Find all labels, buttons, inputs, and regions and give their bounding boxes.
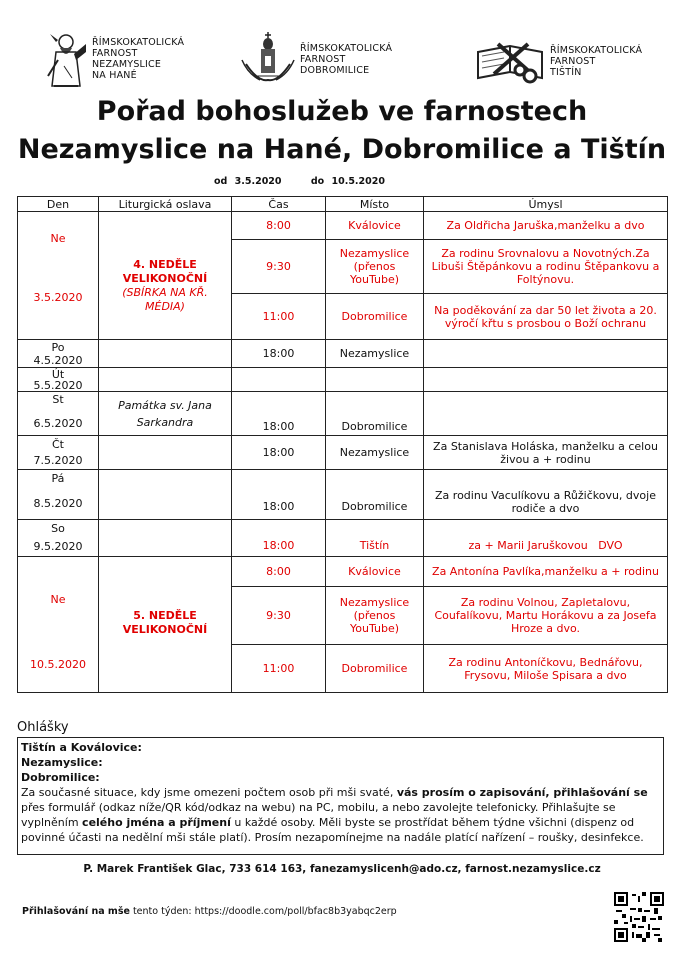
registration-label: Přihlašování na mše [22, 906, 130, 917]
time-cell: 11:00 [232, 294, 326, 340]
logo-tistin [474, 38, 642, 84]
place-cell: Kválovice [326, 557, 424, 587]
time-cell: 18:00 [232, 392, 326, 436]
time-cell: 18:00 [232, 470, 326, 520]
day-date: 6.5.2020 [33, 417, 83, 430]
registration-link[interactable]: tento týden: https://doodle.com/poll/bfac8b3yabqc2erp [129, 906, 397, 917]
parish-label-tistin: Tištín a Koválovice: [21, 741, 142, 754]
header-time: Čas [232, 197, 326, 212]
registration-line [22, 906, 397, 917]
date-range [214, 176, 389, 187]
parish-label-nezamyslice: Nezamyslice: [21, 756, 103, 769]
day-cell [18, 470, 99, 520]
time-cell: 11:00 [232, 645, 326, 693]
logo-line: ŘÍMSKOKATOLICKÁ [300, 42, 393, 54]
celebration-cell: Památka sv. Jana Sarkandra [99, 392, 232, 436]
qr-code-icon[interactable] [614, 892, 664, 942]
celebration-cell [99, 340, 232, 368]
intention-cell: Za Stanislava Holáska, manželku a celou živou a + rodinu [424, 436, 668, 470]
day-cell [18, 340, 99, 368]
table-row [18, 470, 668, 520]
schedule-table [17, 196, 668, 693]
celebration-cell [99, 557, 232, 693]
day-cell [18, 392, 99, 436]
celebration-rest: (SBÍRKA NA KŘ. MÉDIA) [122, 286, 208, 313]
place-cell: Dobromilice [326, 470, 424, 520]
time-cell: 9:30 [232, 587, 326, 645]
logo-row [0, 30, 684, 88]
to-date: 10.5.2020 [331, 176, 385, 187]
header-place: Místo [326, 197, 424, 212]
logo-dobromilice [240, 30, 392, 88]
place-cell: Kválovice [326, 212, 424, 240]
day-name: Čt [52, 437, 64, 451]
time-cell: 18:00 [232, 436, 326, 470]
table-row [18, 340, 668, 368]
day-date: 4.5.2020 [33, 353, 83, 367]
intention-cell [424, 340, 668, 368]
celebration-text [101, 258, 229, 314]
day-name: So [51, 522, 65, 535]
intention-cell [424, 368, 668, 392]
logo-nezamyslice [44, 30, 184, 88]
logo-line: FARNOST [92, 48, 138, 59]
logo-line: DOBROMILICE [300, 64, 370, 76]
table-row [18, 557, 668, 587]
day-date: 3.5.2020 [33, 291, 83, 304]
table-row [18, 368, 668, 392]
day-name: Pá [51, 472, 65, 485]
text-part: Za současné situace, kdy jsme omezeni počtem osob při mši svaté, [21, 786, 397, 799]
book-keys-icon [474, 38, 546, 84]
place-cell [326, 368, 424, 392]
table-row [18, 392, 668, 436]
logo-line: FARNOST [550, 55, 596, 67]
logo-line: ŘÍMSKOKATOLICKÁ [550, 44, 643, 56]
day-name: St [52, 393, 64, 406]
intention-cell: Za Oldřicha Jaruška,manželku a dvo [424, 212, 668, 240]
saint-figure-icon [44, 30, 88, 88]
logo-line: NA HANÉ [92, 70, 137, 81]
table-header-row [18, 197, 668, 212]
from-date: 3.5.2020 [234, 176, 282, 187]
text-part: přes formulář (odkaz níže/QR kód/odkaz na webu) na PC, mobilu, a nebo zavolejte telefonicky. Přihlašujte se vyplněním [21, 801, 616, 829]
day-name: Ne [50, 593, 66, 606]
place-cell: Dobromilice [326, 392, 424, 436]
table-row [18, 436, 668, 470]
day-cell [18, 436, 99, 470]
place-cell: Dobromilice [326, 294, 424, 340]
celebration-cell [99, 212, 232, 340]
intention-cell: Za rodinu Antoníčkovu, Bednářovu, Frysovu, Miloše Spisara a dvo [424, 645, 668, 693]
day-date: 7.5.2020 [33, 453, 83, 467]
intention-cell: za + Marii Jaruškovou DVO [424, 520, 668, 557]
day-name: Út [51, 367, 65, 381]
from-label: od [214, 176, 228, 187]
place-cell: Nezamyslice (přenos YouTube) [326, 587, 424, 645]
celebration-cell [99, 470, 232, 520]
announcements-heading: Ohlášky [17, 720, 69, 735]
day-cell [18, 368, 99, 392]
time-cell: 18:00 [232, 340, 326, 368]
logo-line: FARNOST [300, 53, 346, 65]
time-cell: 8:00 [232, 212, 326, 240]
day-date: 9.5.2020 [33, 540, 83, 553]
celebration-cell [99, 436, 232, 470]
intention-cell: Za Antonína Pavlíka,manželku a + rodinu [424, 557, 668, 587]
day-cell-sunday1 [18, 212, 99, 340]
intention-cell: Na poděkování za dar 50 let života a 20. výročí křtu s prosbou o Boží ochranu [424, 294, 668, 340]
time-cell: 18:00 [232, 520, 326, 557]
day-cell-sunday2 [18, 557, 99, 693]
logo-text-tistin [550, 45, 642, 78]
church-icon [240, 30, 296, 88]
logo-line: ŘÍMSKOKATOLICKÁ [92, 37, 185, 48]
place-cell: Tištín [326, 520, 424, 557]
celebration-bold: 4. NEDĚLE VELIKONOČNÍ [122, 258, 208, 285]
intention-cell [424, 392, 668, 436]
header-day: Den [18, 197, 99, 212]
day-name: Ne [50, 232, 66, 245]
table-row [18, 212, 668, 240]
text-bold-part: celého jména a příjmení [82, 816, 231, 829]
logo-text-dobromilice [300, 43, 392, 76]
celebration-cell [99, 368, 232, 392]
celebration-cell [99, 520, 232, 557]
logo-line: TIŠTÍN [550, 66, 582, 78]
table-row [18, 520, 668, 557]
day-cell [18, 520, 99, 557]
place-cell: Nezamyslice [326, 340, 424, 368]
time-cell: 9:30 [232, 240, 326, 294]
intention-cell: Za rodinu Srovnalovu a Novotných.Za Libuši Štěpánkovu a rodinu Štěpankovu a Foltýnovu. [424, 240, 668, 294]
page-title: Pořad bohoslužeb ve farnostech [96, 96, 588, 127]
announcement-paragraph [21, 785, 660, 845]
intention-cell: Za rodinu Vaculíkovu a Růžičkovu, dvoje rodiče a dvo [424, 470, 668, 520]
announcements-box [17, 737, 664, 855]
place-cell: Nezamyslice [326, 436, 424, 470]
header-celebration: Liturgická oslava [99, 197, 232, 212]
logo-line: NEZAMYSLICE [92, 59, 162, 70]
text-bold-part: vás prosím o zapisování, přihlašování se [396, 786, 648, 799]
page-subtitle: Nezamyslice na Hané, Dobromilice a Tištín [17, 134, 667, 165]
time-cell: 8:00 [232, 557, 326, 587]
place-cell: Dobromilice [326, 645, 424, 693]
logo-text-nezamyslice [92, 37, 184, 81]
header-intention: Úmysl [424, 197, 668, 212]
contact-line: P. Marek František Glac, 733 614 163, fanezamyslicenh@ado.cz, farnost.nezamyslice.cz [83, 863, 601, 875]
day-date: 8.5.2020 [33, 497, 83, 510]
day-date: 10.5.2020 [30, 658, 86, 671]
day-date: 5.5.2020 [33, 378, 83, 392]
day-name: Po [51, 340, 65, 354]
text-part: u každé osoby. Měli byste se prostřídat během týdne všichni (dispenz od povinné účasti na nedělní mši stále platí). Prosím nezapomínejme na nadále platící nařízení – roušky, desinfekce. [21, 816, 644, 844]
parish-label-dobromilice: Dobromilice: [21, 771, 100, 784]
place-cell: Nezamyslice (přenos YouTube) [326, 240, 424, 294]
to-label: do [310, 176, 325, 187]
intention-cell: Za rodinu Volnou, Zapletalovu, Coufalíkovu, Martu Horákovu a za Josefa Hroze a dvo. [424, 587, 668, 645]
time-cell [232, 368, 326, 392]
celebration-text: 5. NEDĚLE VELIKONOČNÍ [122, 609, 208, 636]
